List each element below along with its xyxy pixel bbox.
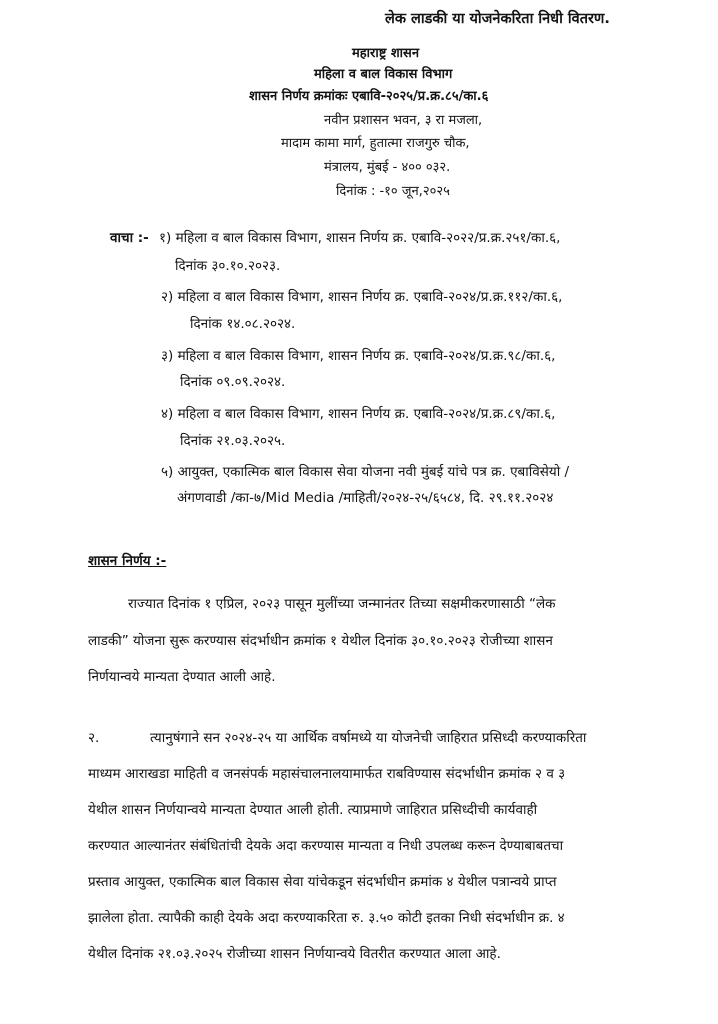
issue-date: दिनांक : -१० जून,२०२५: [336, 184, 450, 199]
para2-line-3: येथील शासन निर्णयान्वये मान्यता देण्यात आली होती. त्याप्रमाणे जाहिरात प्रसिध्दीची कार्यवाही: [88, 802, 538, 818]
para2-line-2: माध्यम आराखडा माहिती व जनसंपर्क महासंचालनालयामार्फत राबविण्यास संदर्भाधीन क्रमांक २ व ३: [88, 766, 566, 782]
reference-2-line-2: दिनांक १४.०८.२०२४.: [190, 316, 296, 332]
para1-line-3: निर्णयान्वये मान्यता देण्यात आली आहे.: [88, 669, 276, 685]
reference-5-line-2: अंगणवाडी /का-७/Mid Media /माहिती/२०२४-२५/६५८४, दि. २९.११.२०२४: [177, 490, 554, 506]
address-line-3: मंत्रालय, मुंबई - ४०० ०३२.: [324, 160, 451, 175]
reference-3-line-1: ३) महिला व बाल विकास विभाग, शासन निर्णय क्र. एबावि-२०२४/प्र.क्र.९८/का.६,: [161, 348, 556, 364]
para2-line-7: येथील दिनांक २१.०३.२०२५ रोजीच्या शासन निर्णयान्वये वितरीत करण्यात आला आहे.: [88, 946, 501, 962]
para1-line-2: लाडकी” योजना सुरू करण्यास संदर्भाधीन क्रमांक १ येथील दिनांक ३०.१०.२०२३ रोजीच्या शासन: [88, 633, 553, 649]
para2-line-4: करण्यात आल्यानंतर संबंधितांची देयके अदा करण्यास मान्यता व निधी उपलब्ध करून देण्याबाबतचा: [88, 838, 564, 854]
reference-4-line-2: दिनांक २१.०३.२०२५.: [180, 433, 286, 449]
address-line-2: मादाम कामा मार्ग, हुतात्मा राजगुरु चौक,: [281, 136, 470, 151]
address-line-1: नवीन प्रशासन भवन, ३ रा मजला,: [324, 113, 483, 128]
para2-number: २.: [88, 730, 100, 746]
para2-line-6: झालेला होता. त्यापैकी काही देयके अदा करण्याकरिता रु. ३.५० कोटी इतका निधी संदर्भाधीन क्र. ४: [88, 910, 565, 926]
references-label: वाचा :-: [110, 230, 149, 246]
reference-1-line-1: १) महिला व बाल विकास विभाग, शासन निर्णय क्र. एबावि-२०२२/प्र.क्र.२५१/का.६,: [159, 230, 561, 246]
reference-3-line-2: दिनांक ०९.०९.२०२४.: [180, 374, 286, 390]
reference-1-line-2: दिनांक ३०.१०.२०२३.: [175, 258, 281, 274]
resolution-number: शासन निर्णय क्रमांकः एबावि-२०२५/प्र.क्र.८५/का.६: [249, 89, 489, 104]
govt-name: महाराष्ट्र शासन: [352, 46, 420, 61]
reference-2-line-1: २) महिला व बाल विकास विभाग, शासन निर्णय क्र. एबावि-२०२४/प्र.क्र.११२/का.६,: [161, 289, 563, 305]
reference-4-line-1: ४) महिला व बाल विकास विभाग, शासन निर्णय क्र. एबावि-२०२४/प्र.क्र.८९/का.६,: [161, 406, 556, 422]
para1-line-1: राज्यात दिनांक १ एप्रिल, २०२३ पासून मुलींच्या जन्मानंतर तिच्या सक्षमीकरणासाठी “लेक: [128, 596, 556, 612]
decision-heading: शासन निर्णय :-: [88, 553, 167, 569]
reference-5-line-1: ५) आयुक्त, एकात्मिक बाल विकास सेवा योजना नवी मुंबई यांचे पत्र क्र. एबाविसेयो /: [161, 464, 570, 480]
para2-line-5: प्रस्ताव आयुक्त, एकात्मिक बाल विकास सेवा यांचेकडून संदर्भाधीन क्रमांक ४ येथील पत्रान्वये प्राप्त: [88, 874, 557, 890]
document-title: लेक लाडकी या योजनेकरिता निधी वितरण.: [385, 11, 610, 27]
department-name: महिला व बाल विकास विभाग: [314, 67, 453, 82]
para2-line-1: त्यानुषंगाने सन २०२४-२५ या आर्थिक वर्षामध्ये या योजनेची जाहिरात प्रसिध्दी करण्याकरिता: [150, 730, 587, 746]
